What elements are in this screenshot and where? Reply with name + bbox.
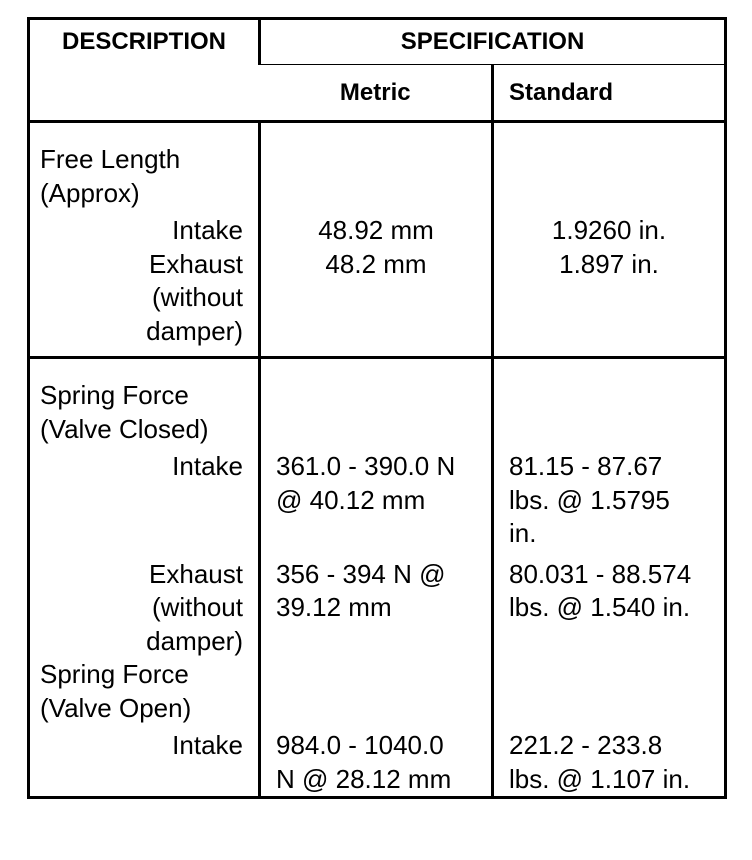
spring-closed-exhaust-metric-2: 39.12 mm <box>276 592 392 622</box>
spring-closed-exhaust-metric: 356 - 394 N @ <box>276 558 446 589</box>
spring-closed-intake-standard-3: in. <box>509 518 537 548</box>
free-length-title-row <box>29 122 726 215</box>
free-length-exhaust-label-3: damper) <box>146 315 243 346</box>
spring-open-intake-label: Intake <box>172 730 243 760</box>
standard-header: Standard <box>493 65 726 122</box>
spring-closed-exhaust-label: Exhaust <box>149 558 243 589</box>
spring-closed-intake-standard-2: lbs. @ 1.5795 <box>509 484 670 515</box>
free-length-intake-standard: 1.9260 in. <box>551 215 667 245</box>
free-length-intake-label: Intake <box>172 215 243 245</box>
spring-open-title-row <box>29 658 726 729</box>
free-length-title: Free Length <box>40 144 181 174</box>
specification-header: SPECIFICATION <box>260 19 726 65</box>
spring-open-intake-standard: 221.2 - 233.8 <box>509 730 663 760</box>
spring-open-title: Spring Force <box>40 659 189 689</box>
free-length-exhaust-label-2: (without <box>151 282 243 312</box>
spring-closed-exhaust-label-2: (without <box>151 592 243 622</box>
spring-closed-exhaust-standard-2: lbs. @ 1.540 in. <box>509 592 691 622</box>
spring-closed-intake-metric-2: @ 40.12 mm <box>276 484 426 515</box>
spring-open-intake-standard-2: lbs. @ 1.107 in. <box>509 763 691 794</box>
free-length-intake-metric: 48.92 mm <box>318 215 434 245</box>
spring-closed-exhaust-standard: 80.031 - 88.574 <box>509 558 692 589</box>
spring-closed-subtitle: (Valve Closed) <box>40 413 209 444</box>
free-length-subtitle: (Approx) <box>40 177 140 208</box>
spring-closed-intake-label: Intake <box>172 451 243 481</box>
metric-header: Metric <box>339 78 411 106</box>
spring-open-intake-metric: 984.0 - 1040.0 <box>276 730 444 760</box>
spring-closed-title: Spring Force <box>40 380 189 410</box>
free-length-exhaust-row <box>29 248 726 358</box>
spring-closed-title-row <box>29 358 726 451</box>
spring-closed-intake-metric: 361.0 - 390.0 N <box>276 451 456 481</box>
spring-closed-intake-standard: 81.15 - 87.67 <box>509 451 663 481</box>
description-header: DESCRIPTION <box>61 28 226 55</box>
spring-closed-exhaust-label-3: damper) <box>146 625 243 656</box>
spring-open-intake-row <box>29 729 726 798</box>
free-length-exhaust-standard: 1.897 in. <box>559 248 659 279</box>
free-length-exhaust-metric: 48.2 mm <box>325 248 427 279</box>
spring-closed-exhaust-row <box>29 558 726 659</box>
free-length-intake-row <box>29 214 726 248</box>
spring-open-intake-metric-2: N @ 28.12 mm <box>276 763 452 794</box>
spring-closed-intake-row <box>29 450 726 558</box>
spring-open-subtitle: (Valve Open) <box>40 692 192 723</box>
free-length-exhaust-label: Exhaust <box>149 248 243 279</box>
valve-spring-spec-table <box>27 17 727 799</box>
